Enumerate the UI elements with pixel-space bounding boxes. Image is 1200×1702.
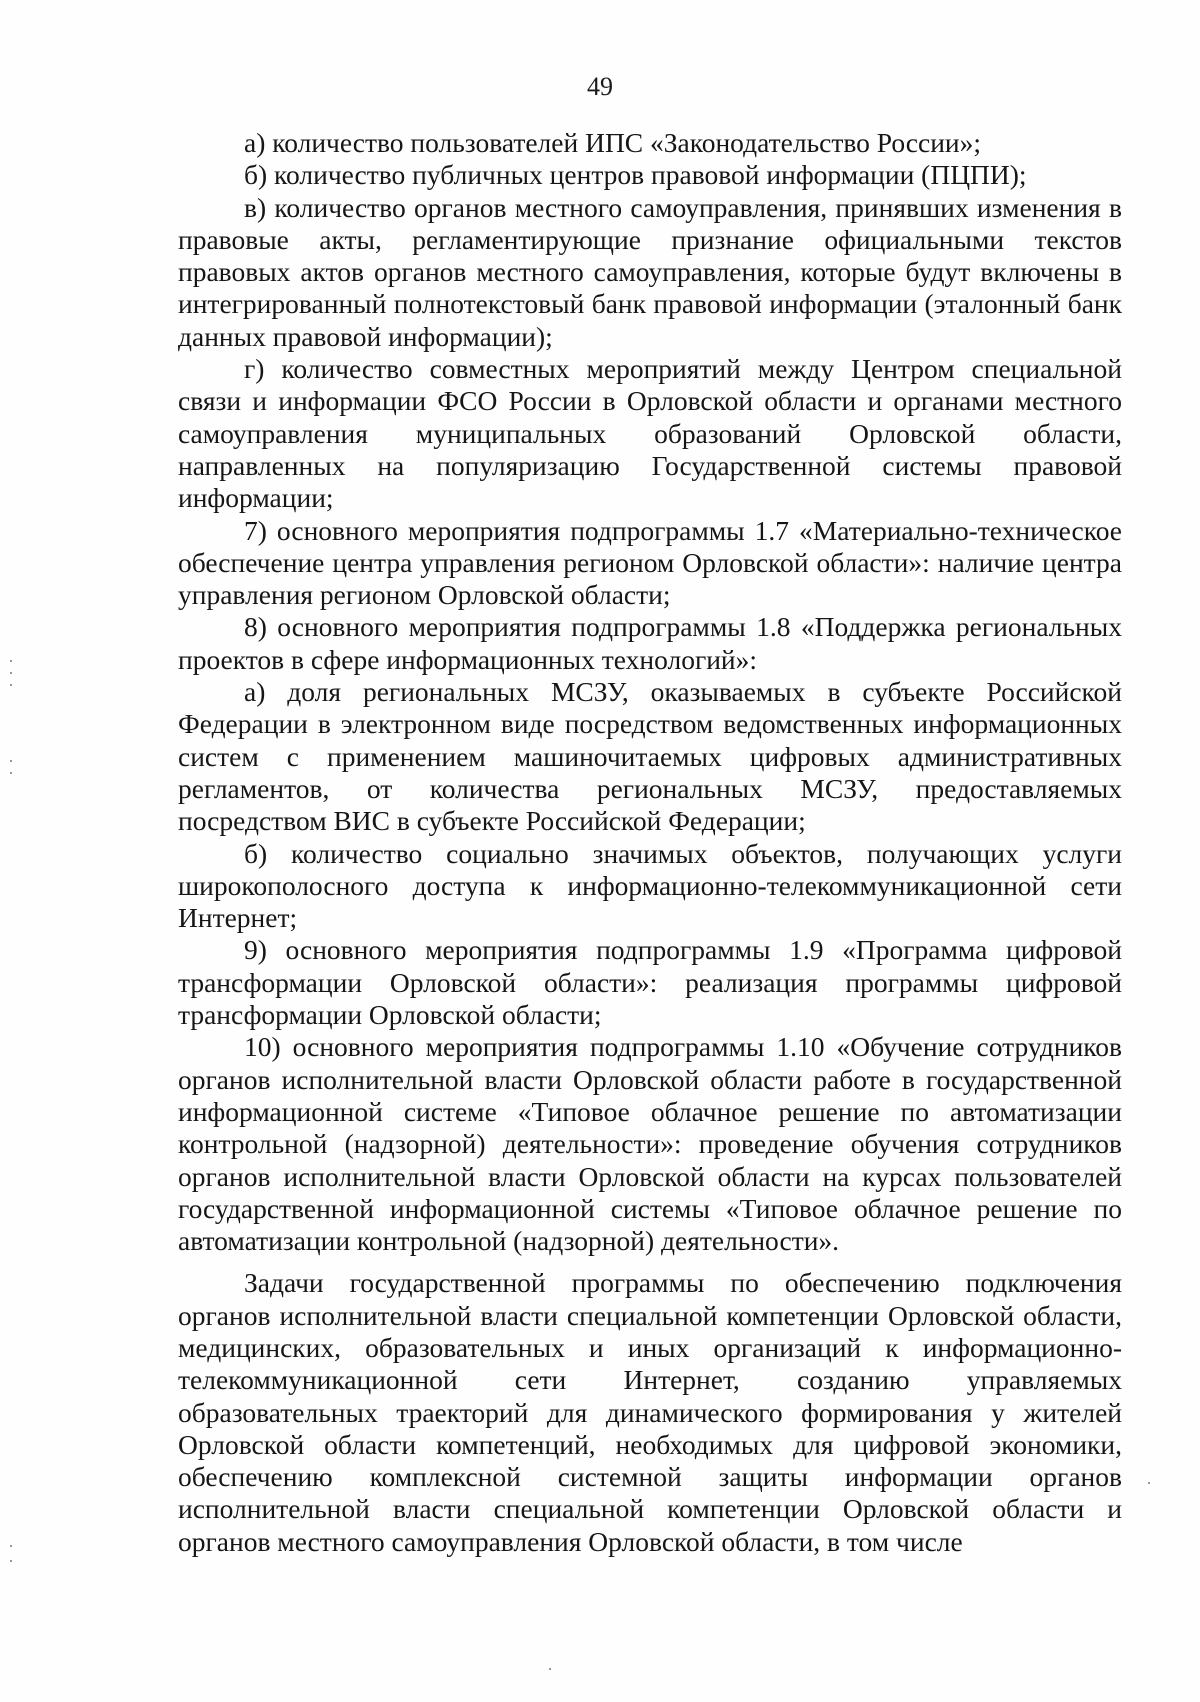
scan-speck bbox=[10, 1560, 12, 1562]
document-body bbox=[178, 127, 1122, 1558]
scan-speck bbox=[10, 660, 12, 662]
paragraph-item-9-digital-transformation: 9) основного мероприятия подпрограммы 1.9 «Программа цифровой трансформации Орловской области»: реализация программы цифровой трансформации Орловской области; bbox=[178, 934, 1122, 1031]
page-number: 49 bbox=[587, 72, 613, 101]
scan-speck bbox=[10, 760, 12, 762]
paragraph-item-8-regional-projects: 8) основного мероприятия подпрограммы 1.8 «Поддержка региональных проектов в сфере информационных технологий»: bbox=[178, 611, 1122, 675]
paragraph-item-a-mszu-share: а) доля региональных МСЗУ, оказываемых в субъекте Российской Федерации в электронном виде посредством ведомственных информационных систем с применением машиночитаемых цифровых административных регламентов, от количества региональных МСЗУ, предоставляемых посредством ВИС в субъекте Российской Федерации; bbox=[178, 676, 1122, 837]
paragraph-item-7-material-support: 7) основного мероприятия подпрограммы 1.7 «Материально-техническое обеспечение центра управления регионом Орловской области»: наличие центра управления регионом Орловской области; bbox=[178, 514, 1122, 611]
scan-speck bbox=[10, 672, 12, 674]
paragraph-item-b-legal-centers: б) количество публичных центров правовой информации (ПЦПИ); bbox=[244, 159, 1027, 191]
scan-speck bbox=[10, 772, 12, 774]
scan-speck bbox=[549, 1668, 551, 1670]
paragraph-program-tasks: Задачи государственной программы по обеспечению подключения органов исполнительной власти специальной компетенции Орловской области, медицинских, образовательных и иных организаций к информационно-телекоммуникационной сети Интернет, созданию управляемых образовательных траекторий для динамического формирования у жителей Орловской области компетенций, необходимых для цифровой экономики, обеспечению комплексной системной защиты информации органов исполнительной власти специальной компетенции Орловской области и органов местного самоуправления Орловской области, в том числе bbox=[178, 1267, 1122, 1557]
scan-speck bbox=[1148, 1482, 1150, 1484]
scan-speck bbox=[10, 684, 12, 686]
paragraph-item-b-social-objects: б) количество социально значимых объектов, получающих услуги широкополосного доступа к информационно-телекоммуникационной сети Интернет; bbox=[178, 837, 1122, 934]
scan-speck bbox=[10, 1545, 12, 1547]
paragraph-item-v-local-authorities: в) количество органов местного самоуправления, принявших изменения в правовые акты, регламентирующие признание официальными текстов правовых актов органов местного самоуправления, которые будут включены в интегрированный полнотекстовый банк правовой информации (эталонный банк данных правовой информации); bbox=[178, 191, 1122, 352]
paragraph-item-g-joint-events: г) количество совместных мероприятий между Центром специальной связи и информации ФСО России в Орловской области и органами местного самоуправления муниципальных образований Орловской области, направленных на популяризацию Государственной системы правовой информации; bbox=[178, 353, 1122, 514]
paragraph-item-10-staff-training: 10) основного мероприятия подпрограммы 1.10 «Обучение сотрудников органов исполнительной власти Орловской области работе в государственной информационной системе «Типовое облачное решение по автоматизации контрольной (надзорной) деятельности»: проведение обучения сотрудников органов исполнительной власти Орловской области на курсах пользователей государственной информационной системы «Типовое облачное решение по автоматизации контрольной (надзорной) деятельности». bbox=[178, 1031, 1122, 1257]
paragraph-item-a-ips-users: а) количество пользователей ИПС «Законодательство России»; bbox=[244, 127, 982, 158]
